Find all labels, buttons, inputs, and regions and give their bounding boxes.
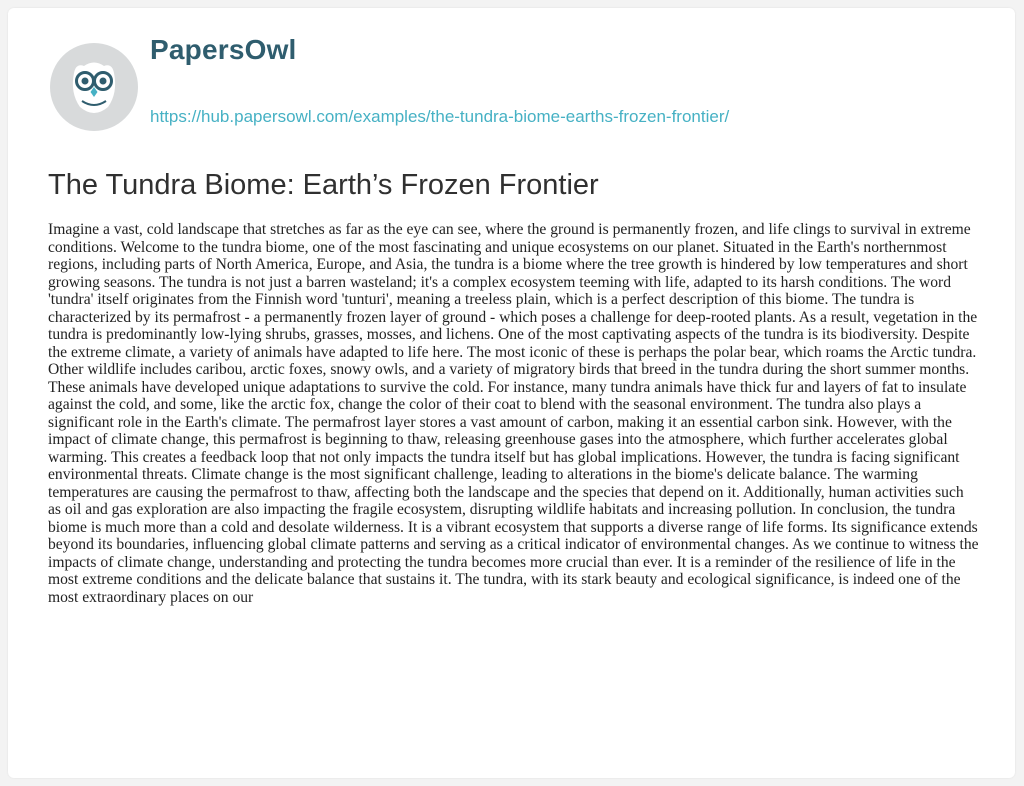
article-body: Imagine a vast, cold landscape that stretches as far as the eye can see, where the ground is permanently frozen, and life clings to survival in extreme conditions. Welcome to the tundra biome, one of the most fascinating and unique ecosystems on our planet. Situated in the Earth's northernmost regions, including parts of North America, Europe, and Asia, the tundra is a biome where the tree growth is hindered by low temperatures and short growing seasons. The tundra is not just a barren wasteland; it's a complex ecosystem teeming with life, adapted to its harsh conditions. The word 'tundra' itself originates from the Finnish word 'tunturi', meaning a treeless plain, which is a perfect description of this biome. The tundra is characterized by its permafrost - a permanently frozen layer of ground - which poses a challenge for deep-rooted plants. As a result, vegetation in the tundra is predominantly low-lying shrubs, grasses, mosses, and lichens. One of the most captivating aspects of the tundra is its biodiversity. Despite the extreme climate, a variety of animals have adapted to life here. The most iconic of these is perhaps the polar bear, which roams the Arctic tundra. Other wildlife includes caribou, arctic foxes, snowy owls, and a variety of migratory birds that breed in the tundra during the short summer months. These animals have developed unique adaptations to survive the cold. For instance, many tundra animals have thick fur and layers of fat to insulate against the cold, and some, like the arctic fox, change the color of their coat to blend with the seasonal environment. The tundra also plays a significant role in the Earth's climate. The permafrost layer stores a vast amount of carbon, making it an essential carbon sink. However, with the impact of climate change, this permafrost is beginning to thaw, releasing greenhouse gases into the atmosphere, which further accelerates global warming. This creates a feedback loop that not only impacts the tundra itself but has global implications. However, the tundra is facing significant environmental threats. Climate change is the most significant challenge, leading to alterations in the biome's delicate balance. The warming temperatures are causing the permafrost to thaw, affecting both the landscape and the species that depend on it. Additionally, human activities such as oil and gas exploration are also impacting the fragile ecosystem, disrupting wildlife habitats and increasing pollution. In conclusion, the tundra biome is much more than a cold and desolate wilderness. It is a vibrant ecosystem that supports a diverse range of life forms. Its significance extends beyond its boundaries, influencing global climate patterns and serving as a critical indicator of environmental changes. As we continue to witness the impacts of climate change, understanding and protecting the tundra becomes more crucial than ever. It is a reminder of the resilience of life in the most extreme conditions and the delicate balance that sustains it. The tundra, with its stark beauty and ecological significance, is indeed one of the most extraordinary places on our (48, 221, 979, 606)
page-header (48, 34, 988, 134)
article-title: The Tundra Biome: Earth’s Frozen Frontier (48, 169, 599, 201)
brand-name[interactable]: PapersOwl (150, 34, 297, 65)
source-url-link[interactable]: https://hub.papersowl.com/examples/the-tundra-biome-earths-frozen-frontier/ (150, 107, 730, 126)
owl-icon (48, 41, 140, 133)
